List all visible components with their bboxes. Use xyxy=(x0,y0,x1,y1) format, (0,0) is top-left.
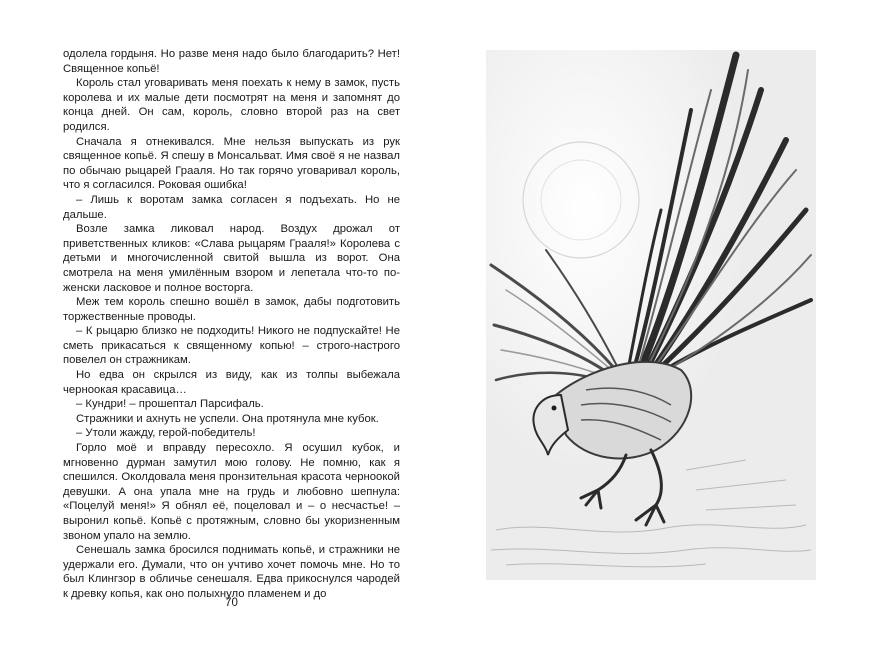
page-number: 70 xyxy=(225,597,238,609)
paragraph: одолела гордыня. Но разве меня надо было благодарить? Нет! Священное копьё! xyxy=(63,48,400,75)
paragraph: Горло моё и вправду пересохло. Я осушил кубок, и мгновенно дурман замутил мою голову. Не помню, как я спешился. Околдовала меня пронзительная красота черноокой девушки. А она упала мне на грудь и любовно шепнула: «Поцелуй меня!» Я обнял её, поцеловал и – о несчастье! – выронил копьё. Копьё с протяжным, словно бы укоризненным звоном упало на землю. xyxy=(63,442,400,542)
paragraph: – Кундри! – прошептал Парсифаль. xyxy=(76,398,264,411)
left-page-text xyxy=(63,47,400,602)
paragraph: Король стал уговаривать меня поехать к нему в замок, пусть королева и их малые дети посмотрят на меня и запомнят до конца дней. Он сам, король, словно второй раз на свет родился. xyxy=(63,77,400,133)
eagle-drawing xyxy=(486,50,816,580)
paragraph: Сначала я отнекивался. Мне нельзя выпускать из рук священное копьё. Я спешу в Монсальват. Имя своё я не назвал по обычаю рыцарей Грааля. Но так горячо уговаривал король, что я согласился. Роковая ошибка! xyxy=(63,135,400,192)
paragraph: – Утоли жажду, герой-победитель! xyxy=(76,427,256,440)
paragraph: Возле замка ликовал народ. Воздух дрожал от приветственных кликов: «Слава рыцарям Грааля!» Королева с детьми и многочисленной свитой вышла из ворот. Она смотрела на меня умилённым взором и лепетала что-то по-женски ласковое и полное восторга. xyxy=(63,223,400,294)
eagle-illustration xyxy=(486,50,816,580)
paragraph: Но едва он скрылся из виду, как из толпы выбежала черноокая красавица… xyxy=(63,369,400,396)
paragraph: – Лишь к воротам замка согласен я подъехать. Но не дальше. xyxy=(63,193,400,221)
paragraph: – К рыцарю близко не подходить! Никого не подпускайте! Не сметь прикасаться к священному копью! – строго-настрого повелел он стражникам. xyxy=(63,325,400,367)
paragraph: Стражники и ахнуть не успели. Она протянула мне кубок. xyxy=(76,412,379,425)
paragraph: Меж тем король спешно вошёл в замок, дабы подготовить торжественные проводы. xyxy=(63,296,400,323)
paragraph: Сенешаль замка бросился поднимать копьё, и стражники не удержали его. Думали, что он учтиво хочет помочь мне. Но то был Клингзор в обличье сенешаля. Едва прикоснулся чародей к древку копья, как оно полыхнуло пламенем и до xyxy=(63,544,400,600)
